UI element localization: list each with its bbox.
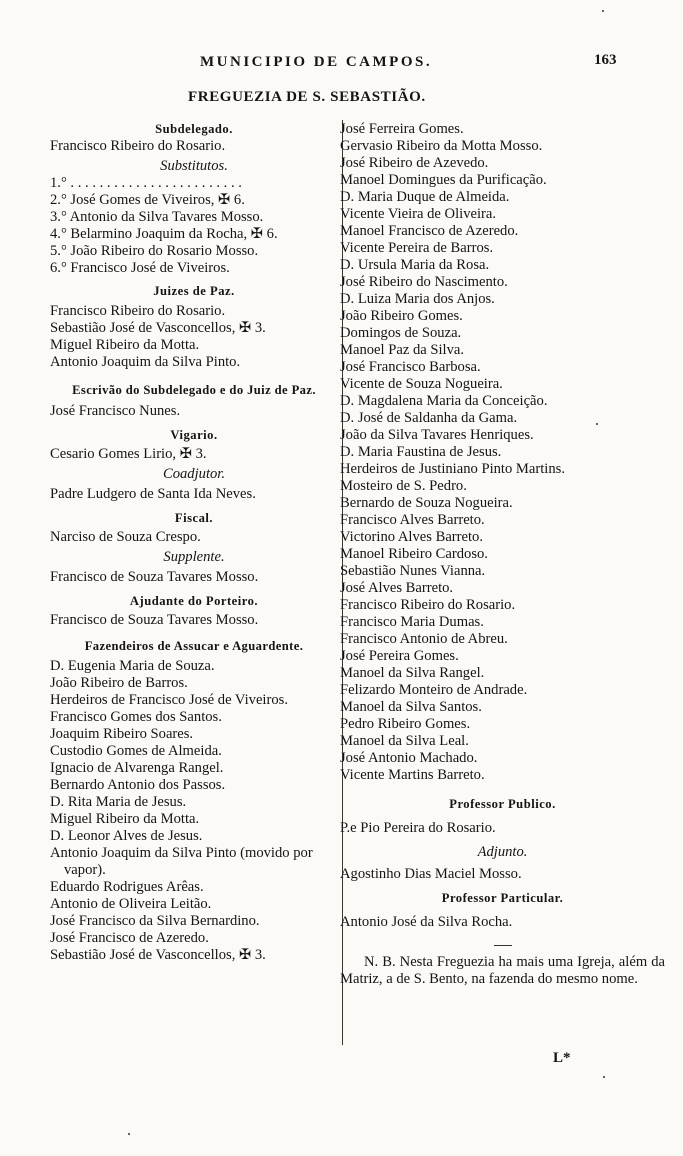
list-item: 3.° Antonio da Silva Tavares Mosso. bbox=[50, 209, 264, 225]
list-item: Sebastião José de Vasconcellos, ✠ 3. bbox=[50, 947, 266, 963]
list-item: Herdeiros de Francisco José de Viveiros. bbox=[50, 692, 288, 708]
list-item: José Ribeiro do Nascimento. bbox=[340, 274, 508, 290]
nota-bene: N. B. Nesta Freguezia ha mais uma Igreja, além da Matriz, a de S. Bento, na fazenda do mesmo nome. bbox=[340, 954, 665, 987]
vigario-heading: Vigario. bbox=[170, 428, 218, 442]
fazendeiros-list bbox=[50, 658, 338, 964]
supplente-heading: Supplente. bbox=[163, 549, 225, 565]
print-speck bbox=[596, 423, 598, 425]
print-speck bbox=[603, 1076, 605, 1078]
list-item: José Antonio Machado. bbox=[340, 750, 478, 766]
list-item: José Ferreira Gomes. bbox=[340, 121, 464, 137]
ajudante-name: Francisco de Souza Tavares Mosso. bbox=[50, 612, 259, 628]
list-item: Victorino Alves Barreto. bbox=[340, 529, 484, 545]
list-item: Manoel da Silva Leal. bbox=[340, 733, 469, 749]
list-item: Manoel Francisco de Azeredo. bbox=[340, 223, 519, 239]
list-item: D. Eugenia Maria de Souza. bbox=[50, 658, 215, 674]
supplente-name: Francisco de Souza Tavares Mosso. bbox=[50, 569, 259, 585]
list-item: Antonio de Oliveira Leitão. bbox=[50, 896, 212, 912]
list-item: João Ribeiro Gomes. bbox=[340, 308, 463, 324]
list-item: D. José de Saldanha da Gama. bbox=[340, 410, 518, 426]
list-item: João Ribeiro de Barros. bbox=[50, 675, 188, 691]
print-speck bbox=[602, 10, 604, 12]
list-item: José Ribeiro de Azevedo. bbox=[340, 155, 489, 171]
parish-title: FREGUEZIA DE S. SEBASTIÃO. bbox=[188, 89, 426, 105]
list-item: D. Maria Faustina de Jesus. bbox=[340, 444, 502, 460]
list-item: D. Magdalena Maria da Conceição. bbox=[340, 393, 548, 409]
list-item: Sebastião José de Vasconcellos, ✠ 3. bbox=[50, 320, 266, 336]
fazendeiros-heading: Fazendeiros de Assucar e Aguardente. bbox=[84, 639, 304, 653]
list-item: Pedro Ribeiro Gomes. bbox=[340, 716, 471, 732]
print-speck bbox=[128, 1133, 130, 1135]
separator-rule bbox=[494, 945, 512, 946]
list-item: Manoel Domingues da Purificação. bbox=[340, 172, 547, 188]
coadjutor-heading: Coadjutor. bbox=[162, 466, 226, 482]
list-item: Bernardo de Souza Nogueira. bbox=[340, 495, 513, 511]
list-item: Herdeiros de Justiniano Pinto Martins. bbox=[340, 461, 565, 477]
list-item: D. Ursula Maria da Rosa. bbox=[340, 257, 490, 273]
vigario-name: Cesario Gomes Lirio, ✠ 3. bbox=[50, 446, 207, 462]
list-item: Francisco Antonio de Abreu. bbox=[340, 631, 508, 647]
list-item: Miguel Ribeiro da Motta. bbox=[50, 811, 200, 827]
list-item: Ignacio de Alvarenga Rangel. bbox=[50, 760, 224, 776]
juizes-heading: Juizes de Paz. bbox=[153, 284, 235, 298]
list-item: Sebastião Nunes Vianna. bbox=[340, 563, 486, 579]
list-item: Gervasio Ribeiro da Motta Mosso. bbox=[340, 138, 543, 154]
list-item: Francisco Ribeiro do Rosario. bbox=[340, 597, 516, 613]
list-item: José Francisco Barbosa. bbox=[340, 359, 481, 375]
list-item: Joaquim Ribeiro Soares. bbox=[50, 726, 194, 742]
list-item: D. Rita Maria de Jesus. bbox=[50, 794, 187, 810]
running-title: MUNICIPIO DE CAMPOS. bbox=[200, 54, 433, 70]
fazendeiros-continued-list bbox=[340, 121, 665, 784]
list-item: Francisco Alves Barreto. bbox=[340, 512, 485, 528]
list-item: Francisco Gomes dos Santos. bbox=[50, 709, 222, 725]
substitutos-heading: Substitutos. bbox=[160, 158, 228, 174]
adjunto-heading: Adjunto. bbox=[477, 844, 528, 860]
list-item: João da Silva Tavares Henriques. bbox=[340, 427, 534, 443]
list-item: José Francisco de Azeredo. bbox=[50, 930, 209, 946]
list-item: Manoel Ribeiro Cardoso. bbox=[340, 546, 488, 562]
signature-mark: L* bbox=[553, 1050, 571, 1066]
list-item: Vicente Pereira de Barros. bbox=[340, 240, 494, 256]
ajudante-heading: Ajudante do Porteiro. bbox=[129, 594, 259, 608]
list-item: Francisco Ribeiro do Rosario. bbox=[50, 303, 226, 319]
list-item: Eduardo Rodrigues Arêas. bbox=[50, 879, 204, 895]
list-item: Custodio Gomes de Almeida. bbox=[50, 743, 222, 759]
fiscal-name: Narciso de Souza Crespo. bbox=[50, 529, 201, 545]
list-item: Bernardo Antonio dos Passos. bbox=[50, 777, 226, 793]
list-item: Domingos de Souza. bbox=[340, 325, 462, 341]
subdelegado-name: Francisco Ribeiro do Rosario. bbox=[50, 138, 226, 154]
list-item: Francisco Maria Dumas. bbox=[340, 614, 484, 630]
right-column bbox=[340, 121, 665, 988]
subdelegado-heading: Subdelegado. bbox=[155, 122, 233, 136]
fiscal-heading: Fiscal. bbox=[174, 511, 214, 525]
list-item: Manoel da Silva Santos. bbox=[340, 699, 482, 715]
list-item: Manoel da Silva Rangel. bbox=[340, 665, 485, 681]
escrivao-name: José Francisco Nunes. bbox=[50, 403, 181, 419]
list-item: D. Maria Duque de Almeida. bbox=[340, 189, 510, 205]
list-item: Antonio Joaquim da Silva Pinto (movido por vapor). bbox=[50, 845, 313, 878]
list-item: D. Leonor Alves de Jesus. bbox=[50, 828, 203, 844]
list-item: D. Luiza Maria dos Anjos. bbox=[340, 291, 495, 307]
substitutos-list bbox=[50, 175, 338, 277]
list-item: José Pereira Gomes. bbox=[340, 648, 459, 664]
list-item: Manoel Paz da Silva. bbox=[340, 342, 465, 358]
left-column bbox=[50, 121, 338, 964]
page-number: 163 bbox=[594, 52, 617, 68]
list-item: José Francisco da Silva Bernardino. bbox=[50, 913, 260, 929]
list-item: Vicente Martins Barreto. bbox=[340, 767, 485, 783]
list-item: Vicente Vieira de Oliveira. bbox=[340, 206, 497, 222]
list-item: Miguel Ribeiro da Motta. bbox=[50, 337, 200, 353]
list-item: 1.° . . . . . . . . . . . . . . . . . . . . . . . . bbox=[50, 175, 242, 191]
professor-particular-name: Antonio José da Silva Rocha. bbox=[340, 914, 513, 930]
professor-publico-name: P.e Pio Pereira do Rosario. bbox=[340, 820, 496, 836]
juizes-list bbox=[50, 303, 338, 371]
list-item: 6.° Francisco José de Viveiros. bbox=[50, 260, 230, 276]
list-item: Vicente de Souza Nogueira. bbox=[340, 376, 503, 392]
list-item: Mosteiro de S. Pedro. bbox=[340, 478, 467, 494]
list-item: 5.° João Ribeiro do Rosario Mosso. bbox=[50, 243, 259, 259]
coadjutor-name: Padre Ludgero de Santa Ida Neves. bbox=[50, 486, 256, 502]
list-item: José Alves Barreto. bbox=[340, 580, 454, 596]
list-item: Felizardo Monteiro de Andrade. bbox=[340, 682, 528, 698]
escrivao-heading: Escrivão do Subdelegado e do Juiz de Paz. bbox=[72, 383, 316, 397]
list-item: 4.° Belarmino Joaquim da Rocha, ✠ 6. bbox=[50, 226, 278, 242]
professor-publico-heading: Professor Publico. bbox=[449, 797, 556, 811]
list-item: 2.° José Gomes de Viveiros, ✠ 6. bbox=[50, 192, 245, 208]
adjunto-name: Agostinho Dias Maciel Mosso. bbox=[340, 866, 522, 882]
list-item: Antonio Joaquim da Silva Pinto. bbox=[50, 354, 241, 370]
professor-particular-heading: Professor Particular. bbox=[441, 891, 564, 905]
